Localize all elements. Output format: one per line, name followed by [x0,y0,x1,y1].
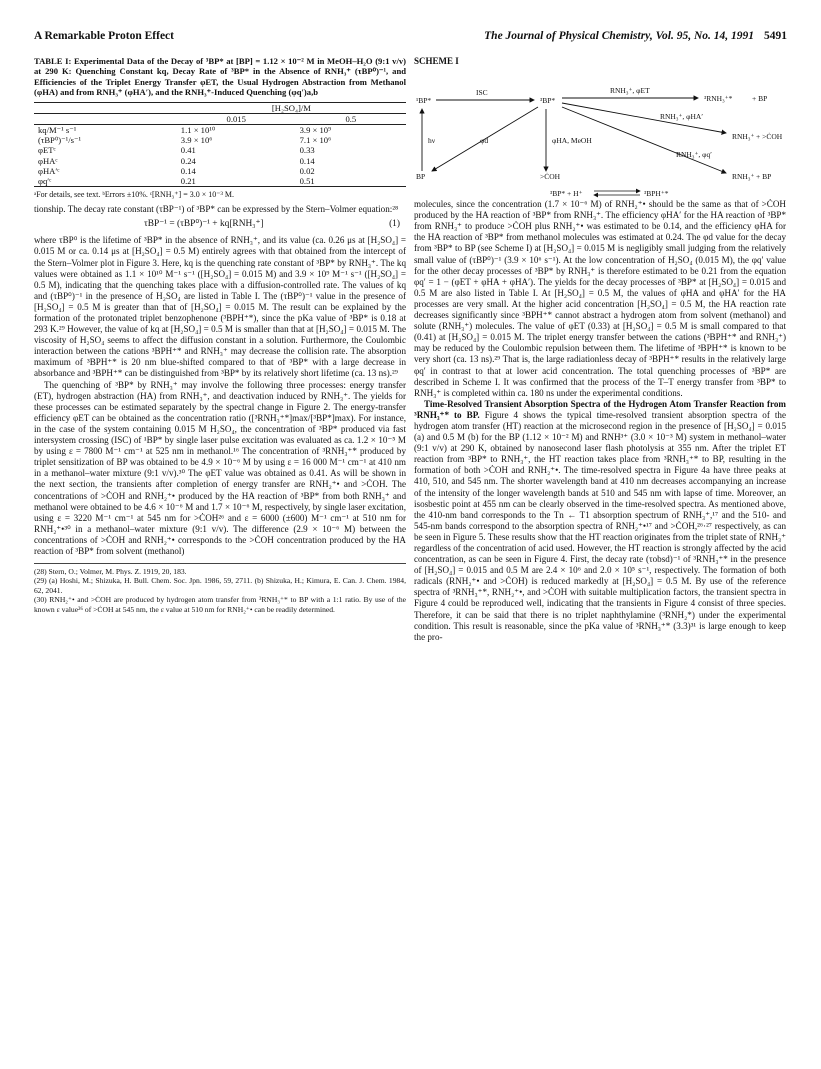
label-q-prime: RNH₃⁺, φq′ [676,150,712,160]
data-table [34,102,406,188]
node-bp-ground: BP [416,172,426,182]
references [34,563,406,614]
journal-name: The Journal of Physical Chemistry, Vol. 95, No. 14, 1991 [484,30,754,42]
row-label: φHA′ᶜ [38,165,60,176]
section-heading: Time-Resolved Transient Absorption Spectra of the Hydrogen Atom Transfer Reaction from ³RNH₃⁺* to BP. [414,398,786,420]
row-label: (τBP⁰)⁻¹/s⁻¹ [38,135,82,146]
node-coh-b: + >ĊOH [756,132,783,142]
reference-item: (28) Stern, O.; Volmer, M. Phys. Z. 1919, 20, 183. [34,567,187,577]
left-column [34,56,406,614]
row-label: φq′ᶜ [38,176,52,187]
running-title: A Remarkable Proton Effect [34,30,174,42]
label-isc: ISC [476,88,488,98]
cell: 1.1 × 10¹⁰ [180,125,216,136]
row-label: kq/M⁻¹ s⁻¹ [38,125,77,136]
node-rnh3-c: RNH₃⁺ [732,172,755,182]
cell: 0.33 [299,145,315,156]
cell: 0.14 [180,165,196,176]
running-header [34,30,787,46]
cell: 3.9 × 10⁶ [180,135,213,146]
table-row [34,176,406,187]
paragraph: The quenching of ³BP* by RNH₃⁺ may involve the following three processes: energy transfer (ET), hydrogen abstraction (HA) from RNH₃⁺, and deactivation induced by RNH₃⁺. The yields for these processes can be estimated separately by the spectral change in Figure 2. The energy-transfer efficiency φET can be obtained as the concentration ratio ([³RNH₃⁺*]max/[³BP*]max). For instance, in the case of the system containing 0.015 M H₂SO₄, the concentration of ³BP* produced via fast intersystem crossing (ISC) of ¹BP* by single laser pulse excitation was evaluated as ca. 1.2 × 10⁻⁵ M by using ε = 7800 M⁻¹ cm⁻¹ at 525 nm in methanol.¹⁶ The concentration of ³RNH₃⁺* produced by triplet sensitization of BP was obtained to be 4.9 × 10⁻⁶ M by using ε = 16 000 M⁻¹ cm⁻¹ at 410 nm in a methanol–water mixture (9:1 v/v).³⁰ The φET value was obtained as 0.41. As will be shown in the next section, the transients after completion of energy transfer are RNH₂⁺• and >ĊOH. The concentrations of >ĊOH and RNH₂⁺• produced by the HA reaction of ³BP* from both RNH₃⁺ and methanol were obtained to be 4.6 × 10⁻⁶ M and 1.7 × 10⁻⁶ M, respectively, by single laser excitation, using ε = 3220 M⁻¹ cm⁻¹ at 545 nm for >ĊOH²⁶ and ε = 6000 (±600) M⁻¹ cm⁻¹ at 510 nm for RNH₂⁺•³⁰ in a methanol–water mixture (9:1 v/v). The difference (2.9 × 10⁻⁶ M) between the concentrations of >ĊOH and RNH₂⁺• corresponds to the >ĊOH concentration produced by the HA reaction of ³BP* from solvent (methanol) [34,379,406,556]
equilibrium-left: ³BP* + H⁺ [550,189,583,199]
cell: 0.21 [180,176,196,187]
node-bp-c: + BP [756,172,772,182]
table-caption: TABLE I: Experimental Data of the Decay of ³BP* at [BP] = 1.12 × 10⁻² M in MeOH–H₂O (9:1 v/v) at 290 K: Quenching Constant kq, Decay Rate of ³BP* in the Absence of RNH₃⁺ (τBP⁰)⁻¹, and Efficiencies of the Triplet Energy Transfer φET, the Usual Hydrogen Abstraction from Methanol (φHA) and from RNH₃⁺ (φHA′), and the RNH₃⁺-Induced Quenching (φq′)a,b [34,56,406,98]
node-bp-a: + BP [752,94,768,104]
table-row [34,135,406,145]
cell: 3.9 × 10⁹ [299,125,332,136]
cell: 0.51 [299,176,315,187]
equation-expression: τBP⁻¹ = (τBP⁰)⁻¹ + kq[RNH₃⁺] [144,219,264,230]
paragraph: molecules, since the concentration (1.7 × 10⁻⁶ M) of RNH₂⁺• should be the same as that of >ĊOH produced by the HA reaction of ³BP* from RNH₃⁺. The efficiency φHA′ for the HA reaction of ³BP* from RNH₃⁺ to produce >ĊOH plus RNH₂⁺• was estimated to be 0.14, and the efficiency φHA for the HA reaction of ³BP* from methanol molecules was estimated at 0.24. The φd value for the decay from ³BP* to BP (see Scheme I) at [H₂SO₄] = 0.015 M is negligibly small judging from the relatively small value of (τBP⁰)⁻¹ (3.9 × 10⁶ s⁻¹). At the low concentration of H₂SO₄ (0.015 M), the φq′ value for the other decay processes of ³BP* by RNH₃⁺ is therefore estimated to be 0.21 from the equation φq′ = 1 − (φET + φHA + φHA′). The yields for the decay processes of ³BP* at [H₂SO₄] = 0.015 and 0.5 M are also listed in Table I. At [H₂SO₄] = 0.5 M, the values of φHA and φHA′ for the HA processes are very small. At the higher acid concentration [H₂SO₄] = 0.5 M, the HA reaction rate decreases significantly since ³BPH⁺* cannot abstract a hydrogen atom from solvent (methanol) and solute (RNH₃⁺) molecules. The value of φET (0.33) at [H₂SO₄] = 0.5 M is small compared to that (0.41) at [H₂SO₄] = 0.015 M. The triplet energy transfer between the cations (³BPH⁺* and RNH₃⁺) may be reduced by the Coulombic repulsion between them. The lifetime of ³BPH⁺* is known to be very short (ca. 13 ns).²⁹ That is, the large radiationless decay of ³BPH⁺* results in the relatively large φq′ in contrast to that at lower acid concentration. The total quenching processes of ³BP* are described in Scheme I. It was confirmed that the process of the T–T energy transfer from ³BP* to RNH₃⁺ is completed within ca. 180 ns under the experimental conditions. [414,199,786,398]
journal-citation [484,30,787,42]
scheme-title: SCHEME I [414,56,459,66]
table-col-header: 0.5 [345,113,357,124]
equation-number: (1) [389,219,400,230]
equilibrium-right: ³BPH⁺* [644,189,669,199]
label-hv: hν [428,136,436,146]
table-row [34,156,406,166]
cell: 7.1 × 10⁶ [299,135,332,146]
label-ha-prime: RNH₃⁺, φHA′ [660,112,703,122]
paragraph-body: Figure 4 shows the typical time-resolved transient absorption spectra of the hydrogen atom transfer (HT) reaction at the microsecond region in the presence of [H₂SO₄] = 0.015 (a) and 0.5 M (b) for the BP (1.12 × 10⁻² M) and RNH³⁺ (3.0 × 10⁻³ M) system in methanol–water (9:1 v/v) at 290 K, obtained by nanosecond laser flash photolysis at 355 nm. After the triplet ET reaction from ³BP* to RNH₃⁺, the HT reaction takes place from ³RNH₃⁺* to BP, resulting in the formation of both >ĊOH and RNH₂⁺•. The time-resolved spectra in Figure 4a have three peaks at 410, 510, and 545 nm. The shorter wavelength band at 410 nm decreases accompanying an increase of the intensity of the longer wavelength bands at 510 and 545 nm with lapse of time. Moreover, an isosbestic point at 455 nm can be clearly observed in the time-resolved spectra. As mentioned above, the 410-nm band corresponds to the Tn ← T1 absorption spectrum of RNH₃⁺,¹⁷ and the 510- and 545-nm bands correspond to the absorption spectra of RNH₂⁺•¹⁷ and >ĊOH,²⁶·²⁷ respectively, as can be seen in Figure 5. These results show that the HT reaction originates from the triplet state of RNH₃⁺ regardless of the concentration of acid used. However, the HT reaction is strongly affected by the acid concentration, as can be seen in Figure 4. First, the decay rate (τobsd)⁻¹ of ³RNH₃⁺* in the presence of [H₂SO₄] = 0.015 and 0.5 M are 2.4 × 10⁶ and 2.0 × 10⁵ s⁻¹, respectively. The formation of both radicals (RNH₂⁺• and >ĊOH) is reduced markedly at [H₂SO₄] = 0.5 M. By use of the reference spectra of ³RNH₃⁺*, RNH₂⁺•, and >ĊOH with suitable multiplication factors, the transient spectra in Figure 4 could be reproduced well, indicating that the transients in Figure 4 consist of three species. Therefore, it can be said that there is no triplet naphthylamine (³RNH₂*) under the experimental condition. This result is reasonable, since the pKa value of ³RNH₃⁺* (3.3)³¹ is large enough to keep the pro- [414,409,786,642]
paragraph: where τBP⁰ is the lifetime of ³BP* in the absence of RNH₃⁺, and its value (ca. 0.26 μs at [H₂SO₄] = 0.015 M or ca. 0.14 μs at [H₂SO₄] = 0.5 M) entirely agrees with that obtained from the intercept of the Stern–Volmer plot in Figure 3. Here, kq is the quenching rate constant of ³BP* by RNH₃⁺. The kq values were obtained as 1.1 × 10¹⁰ M⁻¹ s⁻¹ ([H₂SO₄] = 0.015 M) and 3.9 × 10⁹ M⁻¹ s⁻¹ ([H₂SO₄] = 0.5 M), indicating that the quenching takes place with a diffusion-controlled rate. The values of kq and (τBP⁰)⁻¹ in the presence of H₂SO₄ are listed in Table I. The (τBP⁰)⁻¹ value in the presence of [H₂SO₄] = 0.5 M is greater than that of [H₂SO₄] = 0.015 M. The result can be explained by the formation of the protonated triplet benzophenone (³BPH⁺*), since the pKa value of ³BP* is 0.18 at 293 K.²⁹ However, the value of kq at [H₂SO₄] = 0.5 M is smaller than that at [H₂SO₄] = 0.015 M. The viscosity of H₂SO₄ seems to affect the diffusion constant in a solution. Furthermore, the Coulombic interaction between the cations ³BPH⁺* and RNH₃⁺ may decrease the collision rate. The absorption maximum of ³BPH⁺* is 20 nm blue-shifted compared to that of ³BP* with a large decrease in absorbance and ³BPH⁺* can be distinguished from ³BP* by its relatively short lifetime (ca. 13 ns).²⁹ [34,235,406,379]
row-label: φETᶜ [38,145,56,156]
node-coh: >ĊOH [540,172,561,182]
cell: 0.24 [180,155,196,166]
label-et: RNH₃⁺, φET [610,86,650,96]
reference-item: (30) RNH₂⁺• and >ĊOH are produced by hydrogen atom transfer from ³RNH₃⁺* to BP with a 1:1 ratio. By use of the known ε value²⁶ of >ĊOH at 545 nm, the ε value at 510 nm for RNH₂⁺• can be readily determined. [34,595,406,614]
equation-1 [34,218,406,232]
node-3bp: ³BP* [540,96,556,106]
right-column [414,56,786,643]
page-number: 5491 [764,30,787,42]
reference-item: (29) (a) Hoshi, M.; Shizuka, H. Bull. Chem. Soc. Jpn. 1986, 59, 2711. (b) Shizuka, H.; Kimura, E. Can. J. Chem. 1984, 62, 2041. [34,576,406,595]
table-row [34,125,406,136]
node-1bp: ¹BP* [416,96,432,106]
node-3rnh3: ³RNH₃⁺* [704,94,733,104]
label-ha-meoh: φHA, MeOH [552,136,592,146]
table-row [34,145,406,155]
table-footnote: ᵃFor details, see text. ᵇErrors ±10%. ᶜ[RNH₃⁺] = 3.0 × 10⁻³ M. [34,190,234,200]
row-label: φHAᶜ [38,155,58,166]
label-phi-d: φd [480,136,489,146]
cell: 0.14 [299,155,315,166]
table-row [34,166,406,176]
cell: 0.41 [180,145,196,156]
table-col-header: 0.015 [226,113,246,124]
table-group-header: [H₂SO₄]/M [271,102,311,113]
cell: 0.02 [299,165,315,176]
paragraph: tionship. The decay rate constant (τBP⁻¹) of ³BP* can be expressed by the Stern–Volmer equation:²⁸ [34,204,399,215]
node-rnh3-b: RNH₃⁺ [732,132,755,142]
reaction-scheme-diagram [414,69,786,199]
paragraph-with-heading [414,399,786,643]
